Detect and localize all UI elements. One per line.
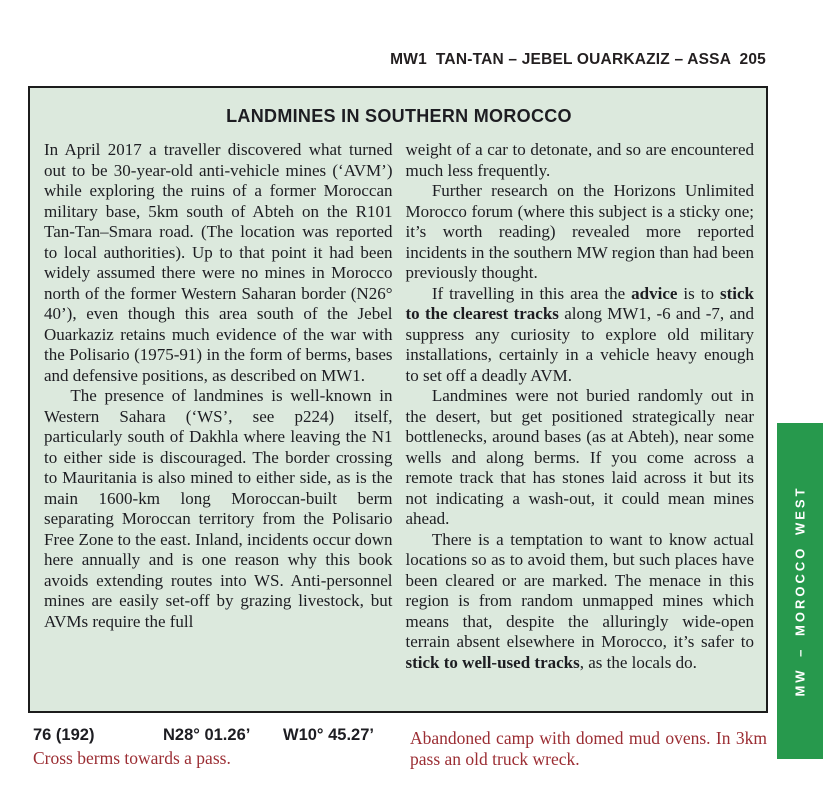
paragraph: The presence of landmines is well-known in Western Sahara (‘WS’, see p224) itself, particularly south of Dakhla where leaving the N1 to either side is discouraged. The border crossing to Mauritania is also mined to either side, as is the main 1600-km long Moroccan-built berm separating Moroccan territory from the Polisario Free Zone to the east. Inland, incidents occur down here annually and is one reason why this book avoids extending routes into WS. Anti-personnel mines are easily set-off by grazing livestock, but AVMs require the full	[44, 386, 393, 631]
waypoint-note-right: Abandoned camp with domed mud ovens. In 3km pass an old truck wreck.	[410, 728, 767, 769]
box-columns	[44, 140, 754, 673]
waypoint-note-left: Cross berms towards a pass.	[33, 748, 231, 768]
column-right	[406, 140, 755, 673]
paragraph: Further research on the Horizons Unlimited Morocco forum (where this subject is a sticky one; it’s worth reading) revealed more reported incidents in the southern MW region than had been previously thought.	[405, 181, 754, 282]
waypoint-entry-left	[33, 726, 398, 769]
edge-tab-label: MW – MOROCCO WEST	[792, 485, 808, 697]
paragraph: weight of a car to detonate, and so are encountered much less frequently.	[405, 140, 754, 180]
paragraph: There is a temptation to want to know actual locations so as to avoid them, but such places have been cleared or are marked. The menace in this region is from random unmapped mines which means that, despite the alluringly wide-open terrain absent elsewhere in Morocco, it’s safer to stick to well-used tracks, as the locals do.	[405, 529, 754, 672]
page-header: MW1 TAN-TAN – JEBEL OUARKAZIZ – ASSA 205	[390, 51, 766, 68]
morocco-west-edge-tab	[777, 423, 823, 759]
paragraph: Landmines were not buried randomly out in the desert, but get positioned strategically near bottlenecks, around bases (as at Abteh), near some wells and along berms. If you come across a remote track that has stones laid across it but its not indicating a wash-out, it could mean mines ahead.	[405, 386, 754, 528]
column-left	[44, 140, 393, 673]
box-title: LANDMINES IN SOUTHERN MOROCCO	[226, 106, 572, 126]
waypoint-id: 76 (192)	[33, 726, 95, 744]
landmines-box	[28, 86, 768, 713]
paragraph: In April 2017 a traveller discovered what turned out to be 30-year-old anti-vehicle mines (‘AVM’) while exploring the ruins of a former Moroccan military base, 5km south of Abteh on the R101 Tan-Tan–Smara road. (The location was reported to local authorities). Up to that point it had been widely assumed there were no mines in Morocco north of the former Western Saharan border (N26° 40’), even though this area south of the Jebel Ouarkaziz retains much evidence of the war with the Polisario (1975-91) in the form of berms, bases and defensive positions, as described on MW1.	[44, 140, 393, 385]
waypoint-coords-row	[33, 726, 398, 748]
paragraph: If travelling in this area the advice is to stick to the clearest tracks along MW1, -6 and -7, and suppress any curiosity to explore old military installations, certainly in a vehicle heavy enough to set off a deadly AVM.	[405, 283, 754, 385]
waypoint-longitude: W10° 45.27’	[283, 726, 374, 744]
waypoint-latitude: N28° 01.26’	[163, 726, 251, 744]
